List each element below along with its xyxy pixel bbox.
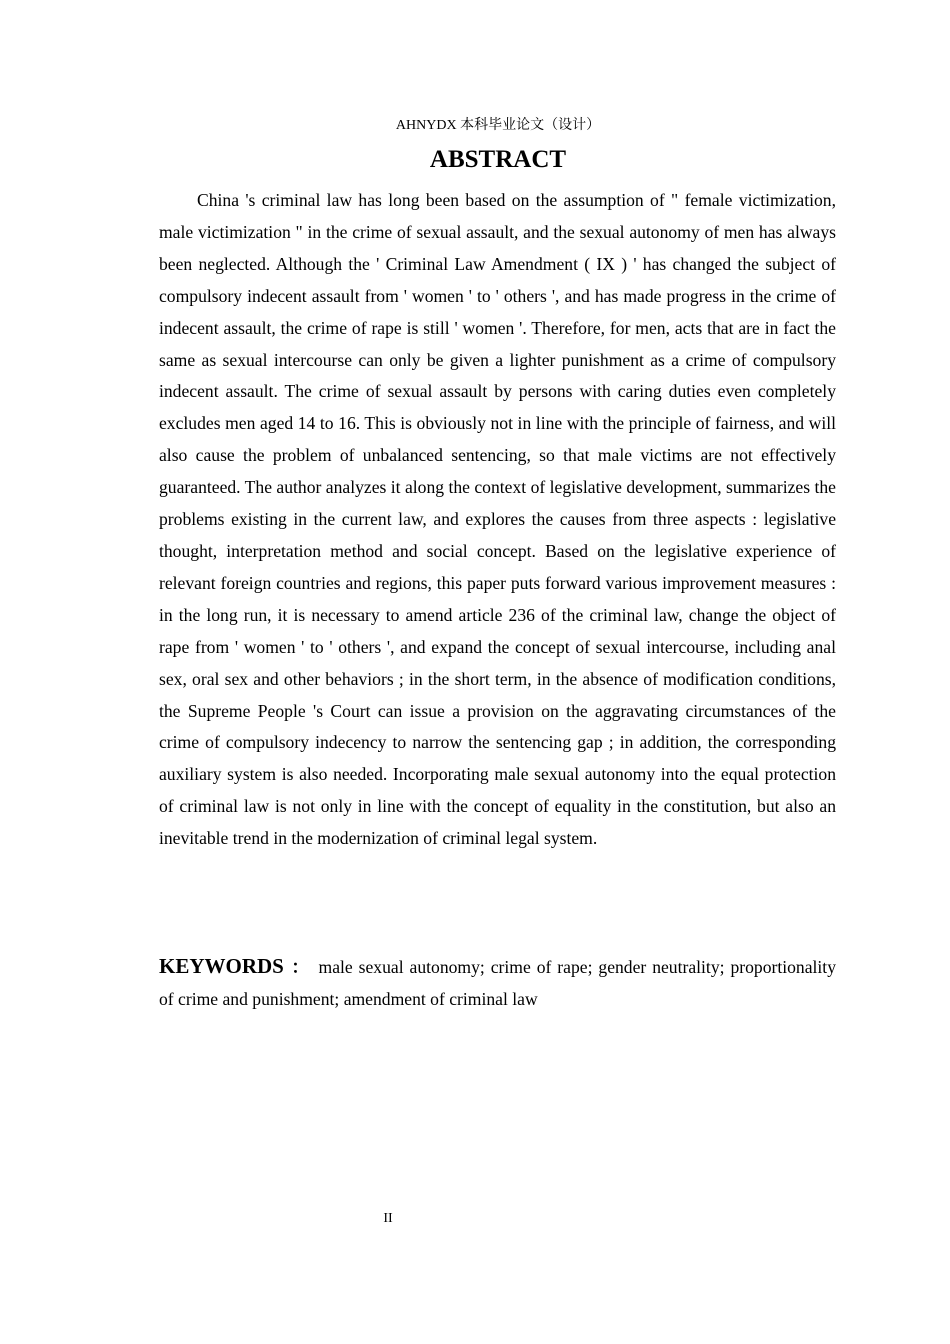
keywords-text: male sexual autonomy; crime of rape; gender neutrality; proportionality of crime and punishment; amendment of criminal law xyxy=(159,957,836,1009)
page-number: II xyxy=(383,1211,393,1226)
running-header: AHNYDX 本科毕业论文（设计） xyxy=(395,118,601,133)
keywords-paragraph xyxy=(159,950,836,1015)
keywords-separator: ： xyxy=(289,957,311,977)
keywords-label: KEYWORDS xyxy=(159,954,284,978)
abstract-title: ABSTRACT xyxy=(429,146,567,173)
abstract-body: China 's criminal law has long been based on the assumption of " female victimization, male victimization " in the crime of sexual assault, and the sexual autonomy of men has always been neglected. Although the ' Criminal Law Amendment ( IX ) ' has changed the subject of compulsory indecent assault from ' women ' to ' others ', and has made progress in the crime of indecent assault, the crime of rape is still ' women '. Therefore, for men, acts that are in fact the same as sexual intercourse can only be given a lighter punishment as a crime of compulsory indecent assault. The crime of sexual assault by persons with caring duties even completely excludes men aged 14 to 16. This is obviously not in line with the principle of fairness, and will also cause the problem of unbalanced sentencing, so that male victims are not effectively guaranteed. The author analyzes it along the context of legislative development, summarizes the problems existing in the current law, and explores the causes from three aspects : legislative thought, interpretation method and social concept. Based on the legislative experience of relevant foreign countries and regions, this paper puts forward various improvement measures : in the long run, it is necessary to amend article 236 of the criminal law, change the object of rape from ' women ' to ' others ', and expand the concept of sexual intercourse, including anal sex, oral sex and other behaviors ; in the short term, in the absence of modification conditions, the Supreme People 's Court can issue a provision on the aggravating circumstances of the crime of compulsory indecency to narrow the sentencing gap ; in addition, the corresponding auxiliary system is also needed. Incorporating male sexual autonomy into the equal protection of criminal law is not only in line with the concept of equality in the constitution, but also an inevitable trend in the modernization of criminal legal system. xyxy=(159,190,836,849)
